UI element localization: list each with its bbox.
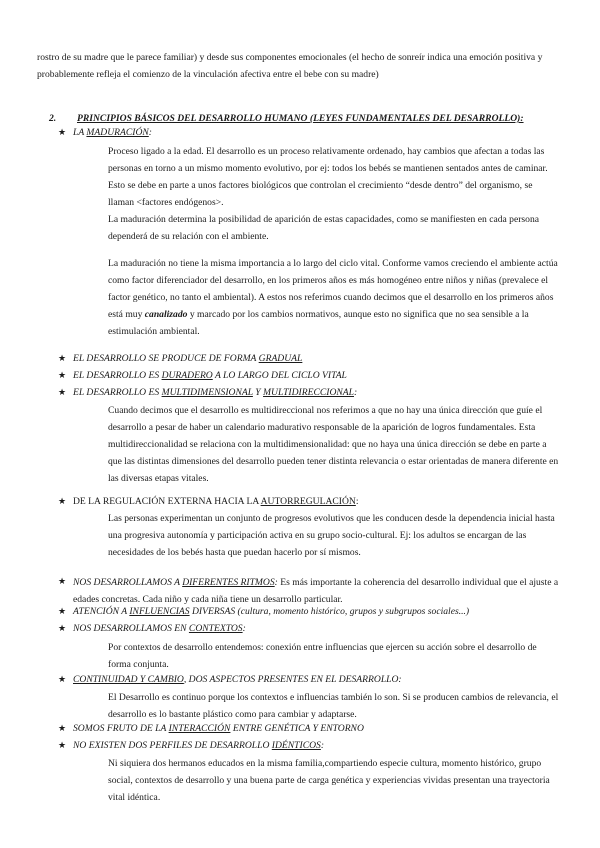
star-bullet-icon: ★ [58, 353, 67, 363]
identicos-paragraph: Ni siquiera dos hermanos educados en la misma familia,compartiendo especie cultura, momento histórico, grupo social, contextos de desarrollo y una buena parte de carga genética y experiencias vividas presentan una trayectoria vital idéntica. [108, 758, 550, 803]
bullet-title: NO EXISTEN DOS PERFILES DE DESARROLLO IDÉNTICOS: [73, 740, 325, 751]
bullet-continuidad [0, 674, 600, 688]
bullet-title: LA MADURACIÓN: [73, 127, 152, 138]
continuidad-paragraph: El Desarrollo es continuo porque los contextos e influencias también lo son. Si se producen cambios de relevancia, el desarrollo es lo bastante plástico como para cambiar y adaptarse. [108, 692, 559, 720]
multidimensional-paragraph: Cuando decimos que el desarrollo es multidireccional nos referimos a que no hay una única dirección que guíe el desarrollo a pesar de haber un calendario madurativo responsable de la aparición de logros fundamentales. Esta multidireccionalidad se relaciona con la multidimensionalidad: que no haya una única dirección se debe en parte a que las distintas dimensiones del desarrollo pueden tener distinta relevancia o estar orientadas de manera diferente en las diversas etapas vitales. [108, 405, 559, 484]
bullet-multidimensional [0, 387, 600, 401]
bullet-title: EL DESARROLLO ES DURADERO A LO LARGO DEL CICLO VITAL [73, 370, 347, 381]
maduracion-paragraph-1: Proceso ligado a la edad. El desarrollo es un proceso relativamente ordenado, hay cambios que afectan a todas las personas en torno a un mismo momento evolutivo, por ej: todos los bebés se mantienen sentados antes de caminar. Esto se debe en parte a unos factores biológicos que controlan el crecimiento “desde dentro” del organismo, se llaman <factores endógenos>. [108, 146, 548, 208]
bullet-title: SOMOS FRUTO DE LA INTERACCIÓN ENTRE GENÉTICA Y ENTORNO [73, 723, 364, 734]
bullet-influencias [0, 606, 600, 620]
star-bullet-icon: ★ [58, 623, 67, 633]
bullet-gradual [0, 353, 600, 367]
star-bullet-icon: ★ [58, 576, 67, 586]
star-bullet-icon: ★ [58, 606, 67, 616]
bullet-contextos [0, 623, 600, 637]
section-title: PRINCIPIOS BÁSICOS DEL DESARROLLO HUMANO (LEYES FUNDAMENTALES DEL DESARROLLO): [77, 113, 524, 124]
intro-paragraph: rostro de su madre que le parece familiar) y desde sus componentes emocionales (el hecho de sonreír indica una emoción positiva y probablemente refleja el comienzo de la vinculación afectiva entre el bebe con su madre) [37, 52, 543, 80]
bullet-title: CONTINUIDAD Y CAMBIO, DOS ASPECTOS PRESENTES EN EL DESARROLLO: [73, 674, 402, 685]
star-bullet-icon: ★ [58, 723, 67, 733]
star-bullet-icon: ★ [58, 496, 67, 506]
maduracion-paragraph-2: La maduración determina la posibilidad de aparición de estas capacidades, como se manifiesten en cada persona dependerá de su relación con el ambiente. [108, 214, 540, 242]
bullet-title: ATENCIÓN A INFLUENCIAS DIVERSAS (cultura, momento histórico, grupos y subgrupos sociales...) [73, 606, 470, 617]
bullet-autorregulacion [0, 496, 600, 510]
bullet-maduracion [0, 127, 600, 141]
contextos-paragraph: Por contextos de desarrollo entendemos: conexión entre influencias que ejercen su acción sobre el desarrollo de forma conjunta. [108, 642, 537, 670]
bullet-identicos [0, 740, 600, 754]
star-bullet-icon: ★ [58, 370, 67, 380]
bullet-title: DE LA REGULACIÓN EXTERNA HACIA LA AUTORREGULACIÓN: [73, 496, 359, 507]
bullet-interaccion [0, 723, 600, 737]
autorregulacion-paragraph: Las personas experimentan un conjunto de progresos evolutivos que les conducen desde la dependencia inicial hasta una progresiva autonomía y participación activa en su grupo socio-cultural. Ej: los adultos se encargan de las necesidades de los bebés hasta que puedan hacerlo por sí mismos. [108, 513, 555, 558]
bullet-title: EL DESARROLLO ES MULTIDIMENSIONAL Y MULTIDIRECCIONAL: [73, 387, 358, 398]
section-number: 2. [49, 113, 57, 124]
emphasis-canalizado: canalizado [144, 309, 188, 320]
star-bullet-icon: ★ [58, 387, 67, 397]
maduracion-paragraph-3: La maduración no tiene la misma importancia a lo largo del ciclo vital. Conforme vamos creciendo el ambiente actúa como factor diferenciador del desarrollo, en los primeros años es más homogéneo entre niños y niñas (prevalece el factor genético, no tanto el ambiental). A estos nos referimos cuando decimos que el desarrollo en los primeros años está muy canalizado y marcado por los cambios normativos, aunque esto no significa que no sea sensible a la estimulación ambiental. [108, 258, 558, 337]
bullet-title: EL DESARROLLO SE PRODUCE DE FORMA GRADUAL [73, 353, 303, 364]
bullet-duradero [0, 370, 600, 384]
star-bullet-icon: ★ [58, 127, 67, 137]
star-bullet-icon: ★ [58, 740, 67, 750]
bullet-title: NOS DESARROLLAMOS EN CONTEXTOS: [73, 623, 246, 634]
ritmos-paragraph: NOS DESARROLLAMOS A DIFERENTES RITMOS: Es más importante la coherencia del desarrollo individual que el ajuste a edades concretas. Cada niño y cada niña tiene un desarrollo particular. [73, 577, 559, 605]
star-bullet-icon: ★ [58, 674, 67, 684]
